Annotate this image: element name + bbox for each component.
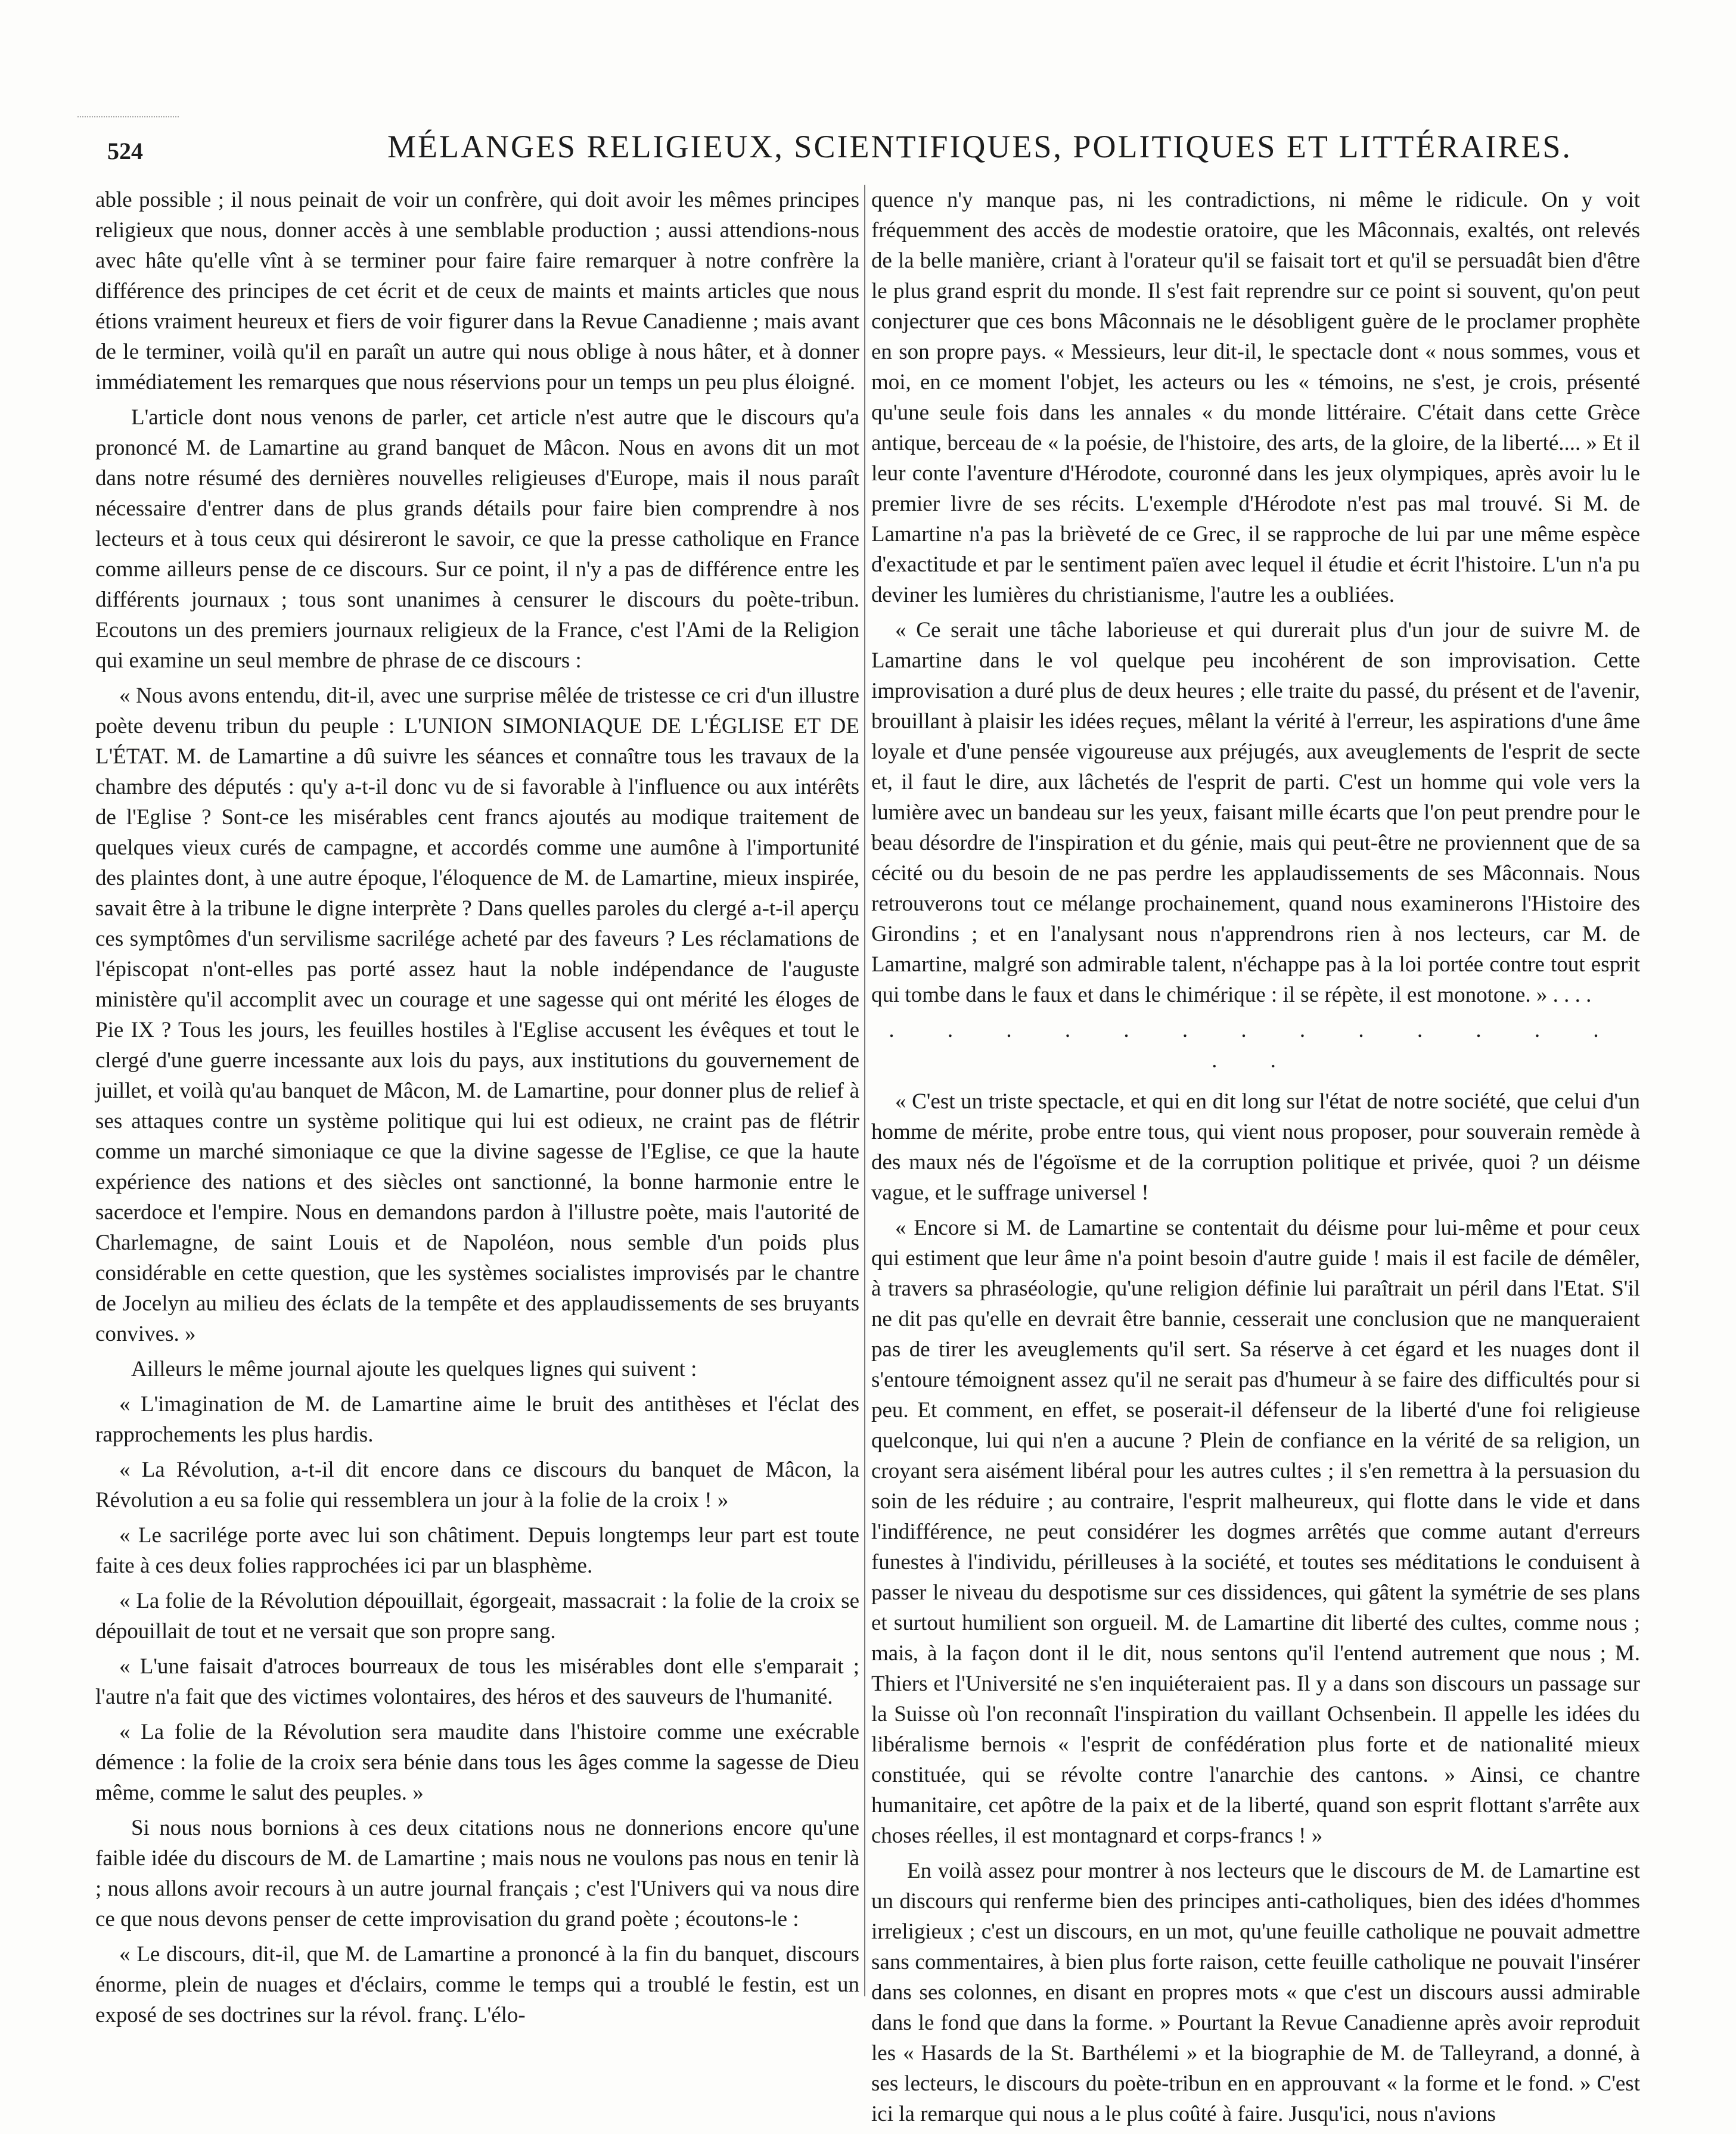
column-divider (864, 185, 865, 1996)
quoted-paragraph: « Encore si M. de Lamartine se contentait du déisme pour lui-même et pour ceux qui estiment que leur âme n'a point besoin d'autre guide ! mais il est facile de démêler, à travers sa phraséologie, qu'une religion définie lui paraîtrait un péril dans l'Etat. S'il ne dit pas qu'elle en devrait être bannie, cesserait une conclusion que ne manqueraient pas de tirer les aveuglements qu'il sert. Sa réserve à cet égard et les nuages dont il s'entoure témoignent assez qu'il ne serait pas d'humeur à se faire des difficultés pour si peu. Et comment, en effet, se poserait-il défenseur de la liberté d'une foi religieuse quelconque, lui qui n'en a aucune ? Plein de confiance en la vérité de sa religion, un croyant sera aisément libéral pour les autres cultes ; il s'en remettra à la persuasion du soin de les réduire ; au contraire, l'esprit malheureux, qui flotte dans le vide et dans l'indifférence, ne peut considérer les dogmes arrêtés que comme autant d'erreurs funestes à l'individu, périlleuses à la société, et toutes ses méditations le conduisent à passer le niveau du despotisme sur ces dissidences, qui gâtent la symétrie de ses plans et surtout humilient son orgueil. M. de Lamartine dit liberté des cultes, comme nous ; mais, à la façon dont il le dit, nous sentons qu'il l'entend autrement que nous ; M. Thiers et l'Université ne s'en inquiéteraient pas. Il y a dans son discours un passage sur la Suisse où l'on reconnaît l'inspiration du vaillant Ochsenbein. Il appelle les idées du libéralisme bernois « l'esprit de confédération plus forte et de nationalité mieux constituée, qui se révolte contre l'anarchie des cantons. » Ainsi, ce chantre humanitaire, cet apôtre de la paix et de la liberté, quand son esprit flottant s'arrête aux choses réelles, il est montagnard et corps-francs ! » (871, 1216, 1640, 1848)
paragraph: quence n'y manque pas, ni les contradictions, ni même le ridicule. On y voit fréquemment des accès de modestie oratoire, que les Mâconnais, exaltés, ont relevés de la belle manière, criant à l'orateur qu'il se faisait tort et qu'il se persuadât bien d'être le plus grand esprit du monde. Il s'est fait reprendre sur ce point si souvent, qu'on peut conjecturer que ces bons Mâconnais ne le désobligent guère de le proclamer prophète en son propre pays. « Messieurs, leur dit-il, le spectacle dont « nous sommes, vous et moi, en ce moment l'objet, les acteurs ou les « témoins, ne s'est, je crois, présenté qu'une seule fois dans les annales « du monde littéraire. C'était dans cette Grèce antique, berceau de « la poésie, de l'histoire, des arts, de la gloire, de la liberté.... » Et il leur conte l'aventure d'Hérodote, couronné dans les jeux olympiques, après avoir lu le premier livre de ses récits. L'exemple d'Hérodote n'est pas mal trouvé. Si M. de Lamartine n'a pas la brièveté de ce Grec, il se rapproche de lui par une même espèce d'exactitude et par le sentiment païen avec lequel il étudie et écrit l'histoire. L'un n'a pu deviner les lumières du christianisme, l'autre les a oubliées. (871, 188, 1640, 607)
paragraph: L'article dont nous venons de parler, cet article n'est autre que le discours qu'a prononcé M. de Lamartine au grand banquet de Mâcon. Nous en avons dit un mot dans notre résumé des dernières nouvelles religieuses d'Europe, mais il nous paraît nécessaire d'entrer dans de plus grands détails pour faire bien comprendre à nos lecteurs et à tous ceux qui désireront le savoir, ce que la presse catholique en France comme ailleurs pense de ce discours. Sur ce point, il n'y a pas de différence entre les différents journaux ; tous sont unanimes à censurer le discours du poète-tribun. Ecoutons un des premiers journaux religieux de la France, c'est l'Ami de la Religion qui examine un seul membre de phrase de ce discours : (95, 405, 859, 673)
page-number: 524 (107, 138, 143, 164)
quoted-paragraph: « Le sacrilége porte avec lui son châtiment. Depuis longtemps leur part est toute faite à ces deux folies rapprochées ici par un blasphème. (95, 1523, 859, 1578)
quoted-paragraph: « C'est un triste spectacle, et qui en dit long sur l'état de notre société, que celui d'un homme de mérite, probe entre tous, qui vient nous proposer, pour souverain remède à des maux nés de l'égoïsme et de la corruption politique et privée, quoi ? un déisme vague, et le suffrage universel ! (871, 1089, 1640, 1205)
quoted-paragraph: « La folie de la Révolution dépouillait, égorgeait, massacrait : la folie de la croix se dépouillait de tout et ne versait que son propre sang. (95, 1589, 859, 1644)
quoted-paragraph: « La folie de la Révolution sera maudite dans l'histoire comme une exécrable démence : la folie de la croix sera bénie dans tous les âges comme la sagesse de Dieu même, comme le salut des peuples. » (95, 1720, 859, 1805)
ellipsis-separator: . . . . . . . . . . . . . . . (889, 1018, 1623, 1073)
quoted-paragraph: « L'imagination de M. de Lamartine aime le bruit des antithèses et l'éclat des rapprochements les plus hardis. (95, 1392, 859, 1447)
quoted-paragraph: « Le discours, dit-il, que M. de Lamartine a prononcé à la fin du banquet, discours énorme, plein de nuages et d'éclairs, comme le temps qui a troublé le festin, est un exposé de ses doctrines sur la révol. franç. L'élo- (95, 1942, 859, 2027)
paragraph: able possible ; il nous peinait de voir un confrère, qui doit avoir les mêmes principes religieux que nous, donner accès à une semblable production ; aussi attendions-nous avec hâte qu'elle vînt à se terminer pour faire faire remarquer à notre confrère la différence des principes de cet écrit et de ceux de maints et maints articles que nous étions vraiment heureux et fiers de voir figurer dans la Revue Canadienne ; mais avant de le terminer, voilà qu'il en paraît un autre qui nous oblige à nous hâter, et à donner immédiatement les remarques que nous réservions pour un temps un peu plus éloigné. (95, 188, 859, 395)
page-header (107, 122, 1633, 176)
left-column (95, 185, 859, 2035)
quoted-paragraph: « Ce serait une tâche laborieuse et qui durerait plus d'un jour de suivre M. de Lamartine dans le vol quelque peu incohérent de son improvisation. Cette improvisation a duré plus de deux heures ; elle traite du passé, du présent et de l'avenir, brouillant à plaisir les idées reçues, mêlant la vérité à l'erreur, les aspirations d'une âme loyale et d'une pensée vigoureuse aux préjugés, aux aveuglements de l'esprit de secte et, il faut le dire, aux lâchetés de l'esprit de parti. C'est un homme qui vole vers la lumière avec un bandeau sur les yeux, faisant mille écarts que l'on peut prendre pour le beau désordre de l'inspiration et du génie, mais qui peut-être ne proviennent que de sa cécité ou du besoin de ne pas perdre les applaudissements de ses Mâconnais. Nous retrouverons tout ce mélange prochainement, quand nous examinerons l'Histoire des Girondins ; et en l'analysant nous n'apprendrons rien à nos lecteurs, car M. de Lamartine, malgré son admirable talent, n'échappe pas à la loi portée contre tout esprit qui tombe dans le faux et dans le chimérique : il se répète, il est monotone. » . . . . (871, 618, 1640, 1007)
quoted-paragraph: « La Révolution, a-t-il dit encore dans ce discours du banquet de Mâcon, la Révolution a eu sa folie qui ressemblera un jour à la folie de la croix ! » (95, 1458, 859, 1512)
quoted-paragraph: « Nous avons entendu, dit-il, avec une surprise mêlée de tristesse ce cri d'un illustre poète devenu tribun du peuple : L'UNION SIMONIAQUE DE L'ÉGLISE ET DE L'ÉTAT. M. de Lamartine a dû suivre les séances et connaître tous les travaux de la chambre des députés : qu'y a-t-il donc vu de si favorable à l'influence ou aux intérêts de l'Eglise ? Sont-ce les misérables cent francs ajoutés au modique traitement de quelques vieux curés de campagne, et accordés comme une aumône à l'importunité des plaintes dont, à une autre époque, l'éloquence de M. de Lamartine, mieux inspirée, savait être à la tribune le digne interprète ? Dans quelles paroles du clergé a-t-il aperçu ces symptômes d'un servilisme sacrilége acheté par des faveurs ? Les réclamations de l'épiscopat n'ont-elles pas porté assez haut la noble indépendance de l'auguste ministère qu'il accomplit avec un courage et une sagesse qui ont mérité les éloges de Pie IX ? Tous les jours, les feuilles hostiles à l'Eglise accusent les évêques et tout le clergé d'une guerre incessante aux lois du pays, aux institutions du gouvernement de juillet, et voilà qu'au banquet de Mâcon, M. de Lamartine, pour donner plus de relief à ses attaques contre un système politique qui lui est odieux, ne craint pas de flétrir comme un marché simoniaque ce que la divine sagesse de l'Eglise, ce que la haute expérience des nations et des siècles ont sanctionné, la bonne harmonie entre le sacerdoce et l'empire. Nous en demandons pardon à l'illustre poète, mais l'autorité de Charlemagne, de saint Louis et de Napoléon, nous semble d'un poids plus considérable en cette question, que les systèmes socialistes improvisés par le chantre de Jocelyn au milieu des éclats de la tempête et des applaudissements de ses bruyants convives. » (95, 684, 859, 1346)
paragraph: En voilà assez pour montrer à nos lecteurs que le discours de M. de Lamartine est un discours qui renferme bien des principes anti-catholiques, bien des idées d'hommes irreligieux ; c'est un discours, en un mot, qu'une feuille catholique ne pouvait admettre sans commentaires, à bien plus forte raison, cette feuille catholique ne pouvait l'insérer dans ses colonnes, en disant en propres mots « que c'est un discours aussi admirable dans le fond que dans la forme. » Pourtant la Revue Canadienne après avoir reproduit les « Hasards de la St. Barthélemi » et la biographie de M. de Talleyrand, a donné, à ses lecteurs, le discours du poète-tribun en en approuvant « la forme et le fond. » C'est ici la remarque qui nous a le plus coûté à faire. Jusqu'ici, nous n'avions (871, 1859, 1640, 2126)
paragraph: Ailleurs le même journal ajoute les quelques lignes qui suivent : (131, 1357, 697, 1381)
paragraph: Si nous nous bornions à ces deux citations nous ne donnerions encore qu'une faible idée du discours de M. de Lamartine ; mais nous ne voulons pas nous en tenir là ; nous allons avoir recours à un autre journal français ; c'est l'Univers qui va nous dire ce que nous devons penser de cette improvisation du grand poète ; écoutons-le : (95, 1816, 859, 1931)
quoted-paragraph: « L'une faisait d'atroces bourreaux de tous les misérables dont elle s'emparait ; l'autre n'a fait que des victimes volontaires, des héros et des sauveurs de l'humanité. (95, 1654, 859, 1709)
running-title: MÉLANGES RELIGIEUX, SCIENTIFIQUES, POLITIQUES ET LITTÉRAIRES. (387, 129, 1572, 164)
right-column (871, 185, 1640, 2134)
